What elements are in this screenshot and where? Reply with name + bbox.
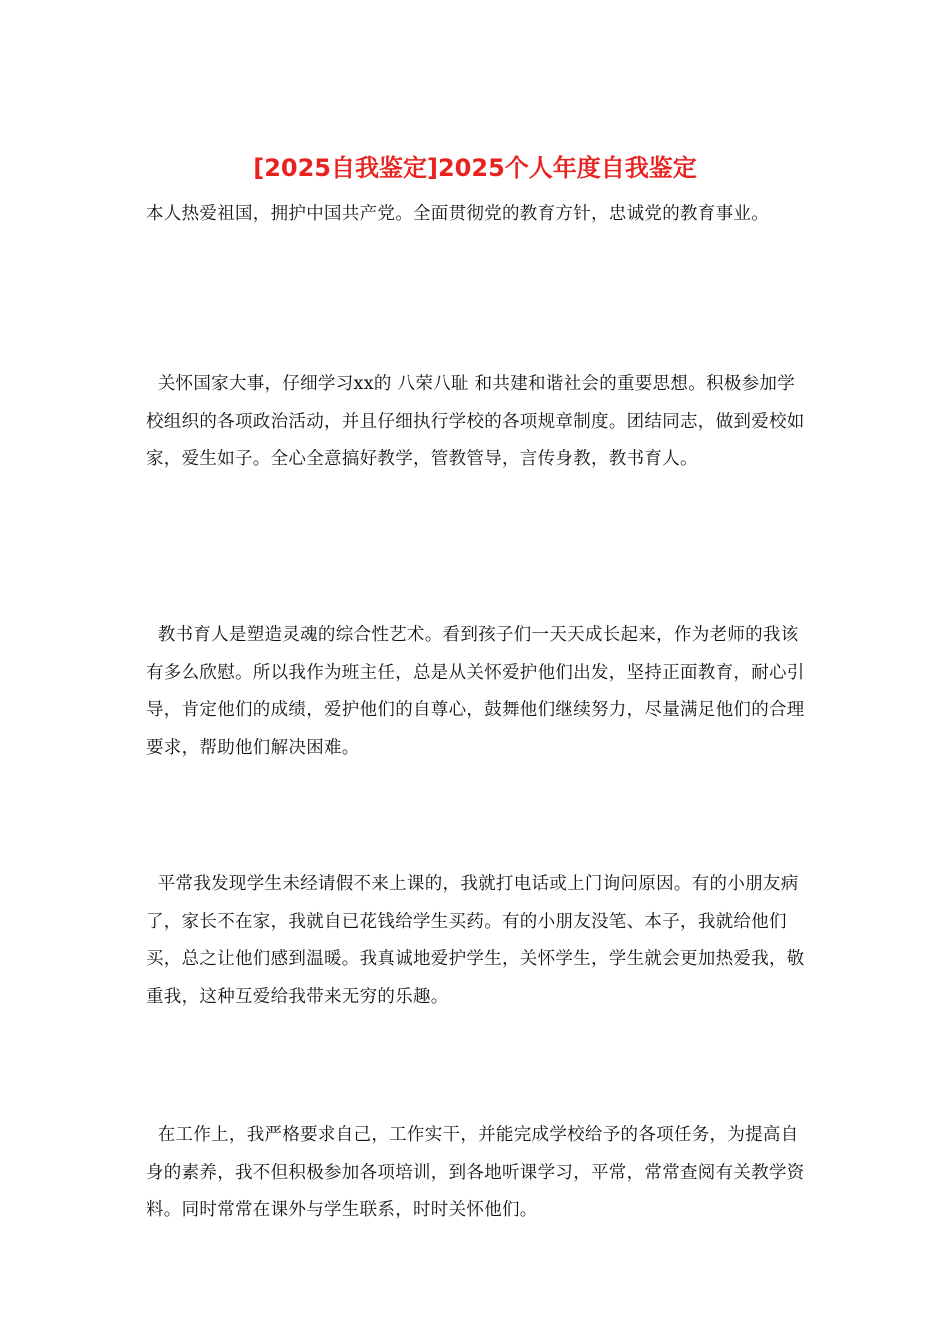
paragraph-work: 在工作上，我严格要求自己，工作实干，并能完成学校给予的各项任务，为提高自身的素养，我不但积极参加各项培训，到各地听课学习，平常，常常查阅有关教学资料。同时常常在课外与学生联系，时时关怀他们。 [146,1125,805,1220]
paragraph-politics: 关怀国家大事，仔细学习xx的 八荣八耻 和共建和谐社会的重要思想。积极参加学校组织的各项政治活动，并且仔细执行学校的各项规章制度。团结同志，做到爱校如家，爱生如子。全心全意搞好教学，管教管导，言传身教，教书育人。 [146,374,805,469]
paragraph-education: 教书育人是塑造灵魂的综合性艺术。看到孩子们一天天成长起来，作为老师的我该有多么欣慰。所以我作为班主任，总是从关怀爱护他们出发，坚持正面教育，耐心引导，肯定他们的成绩，爱护他们的自尊心，鼓舞他们继续努力，尽量满足他们的合理要求，帮助他们解决困难。 [146,625,805,758]
paragraph-student-care: 平常我发现学生未经请假不来上课的，我就打电话或上门询问原因。有的小朋友病了，家长不在家，我就自已花钱给学生买药。有的小朋友没笔、本子，我就给他们买，总之让他们感到温暖。我真诚地爱护学生，关怀学生，学生就会更加热爱我，敬重我，这种互爱给我带来无穷的乐趣。 [146,874,805,1007]
document-title: [2025自我鉴定]2025个人年度自我鉴定 [253,154,697,182]
paragraph-intro: 本人热爱祖国，拥护中国共产党。全面贯彻党的教育方针，忠诚党的教育事业。 [146,204,769,224]
